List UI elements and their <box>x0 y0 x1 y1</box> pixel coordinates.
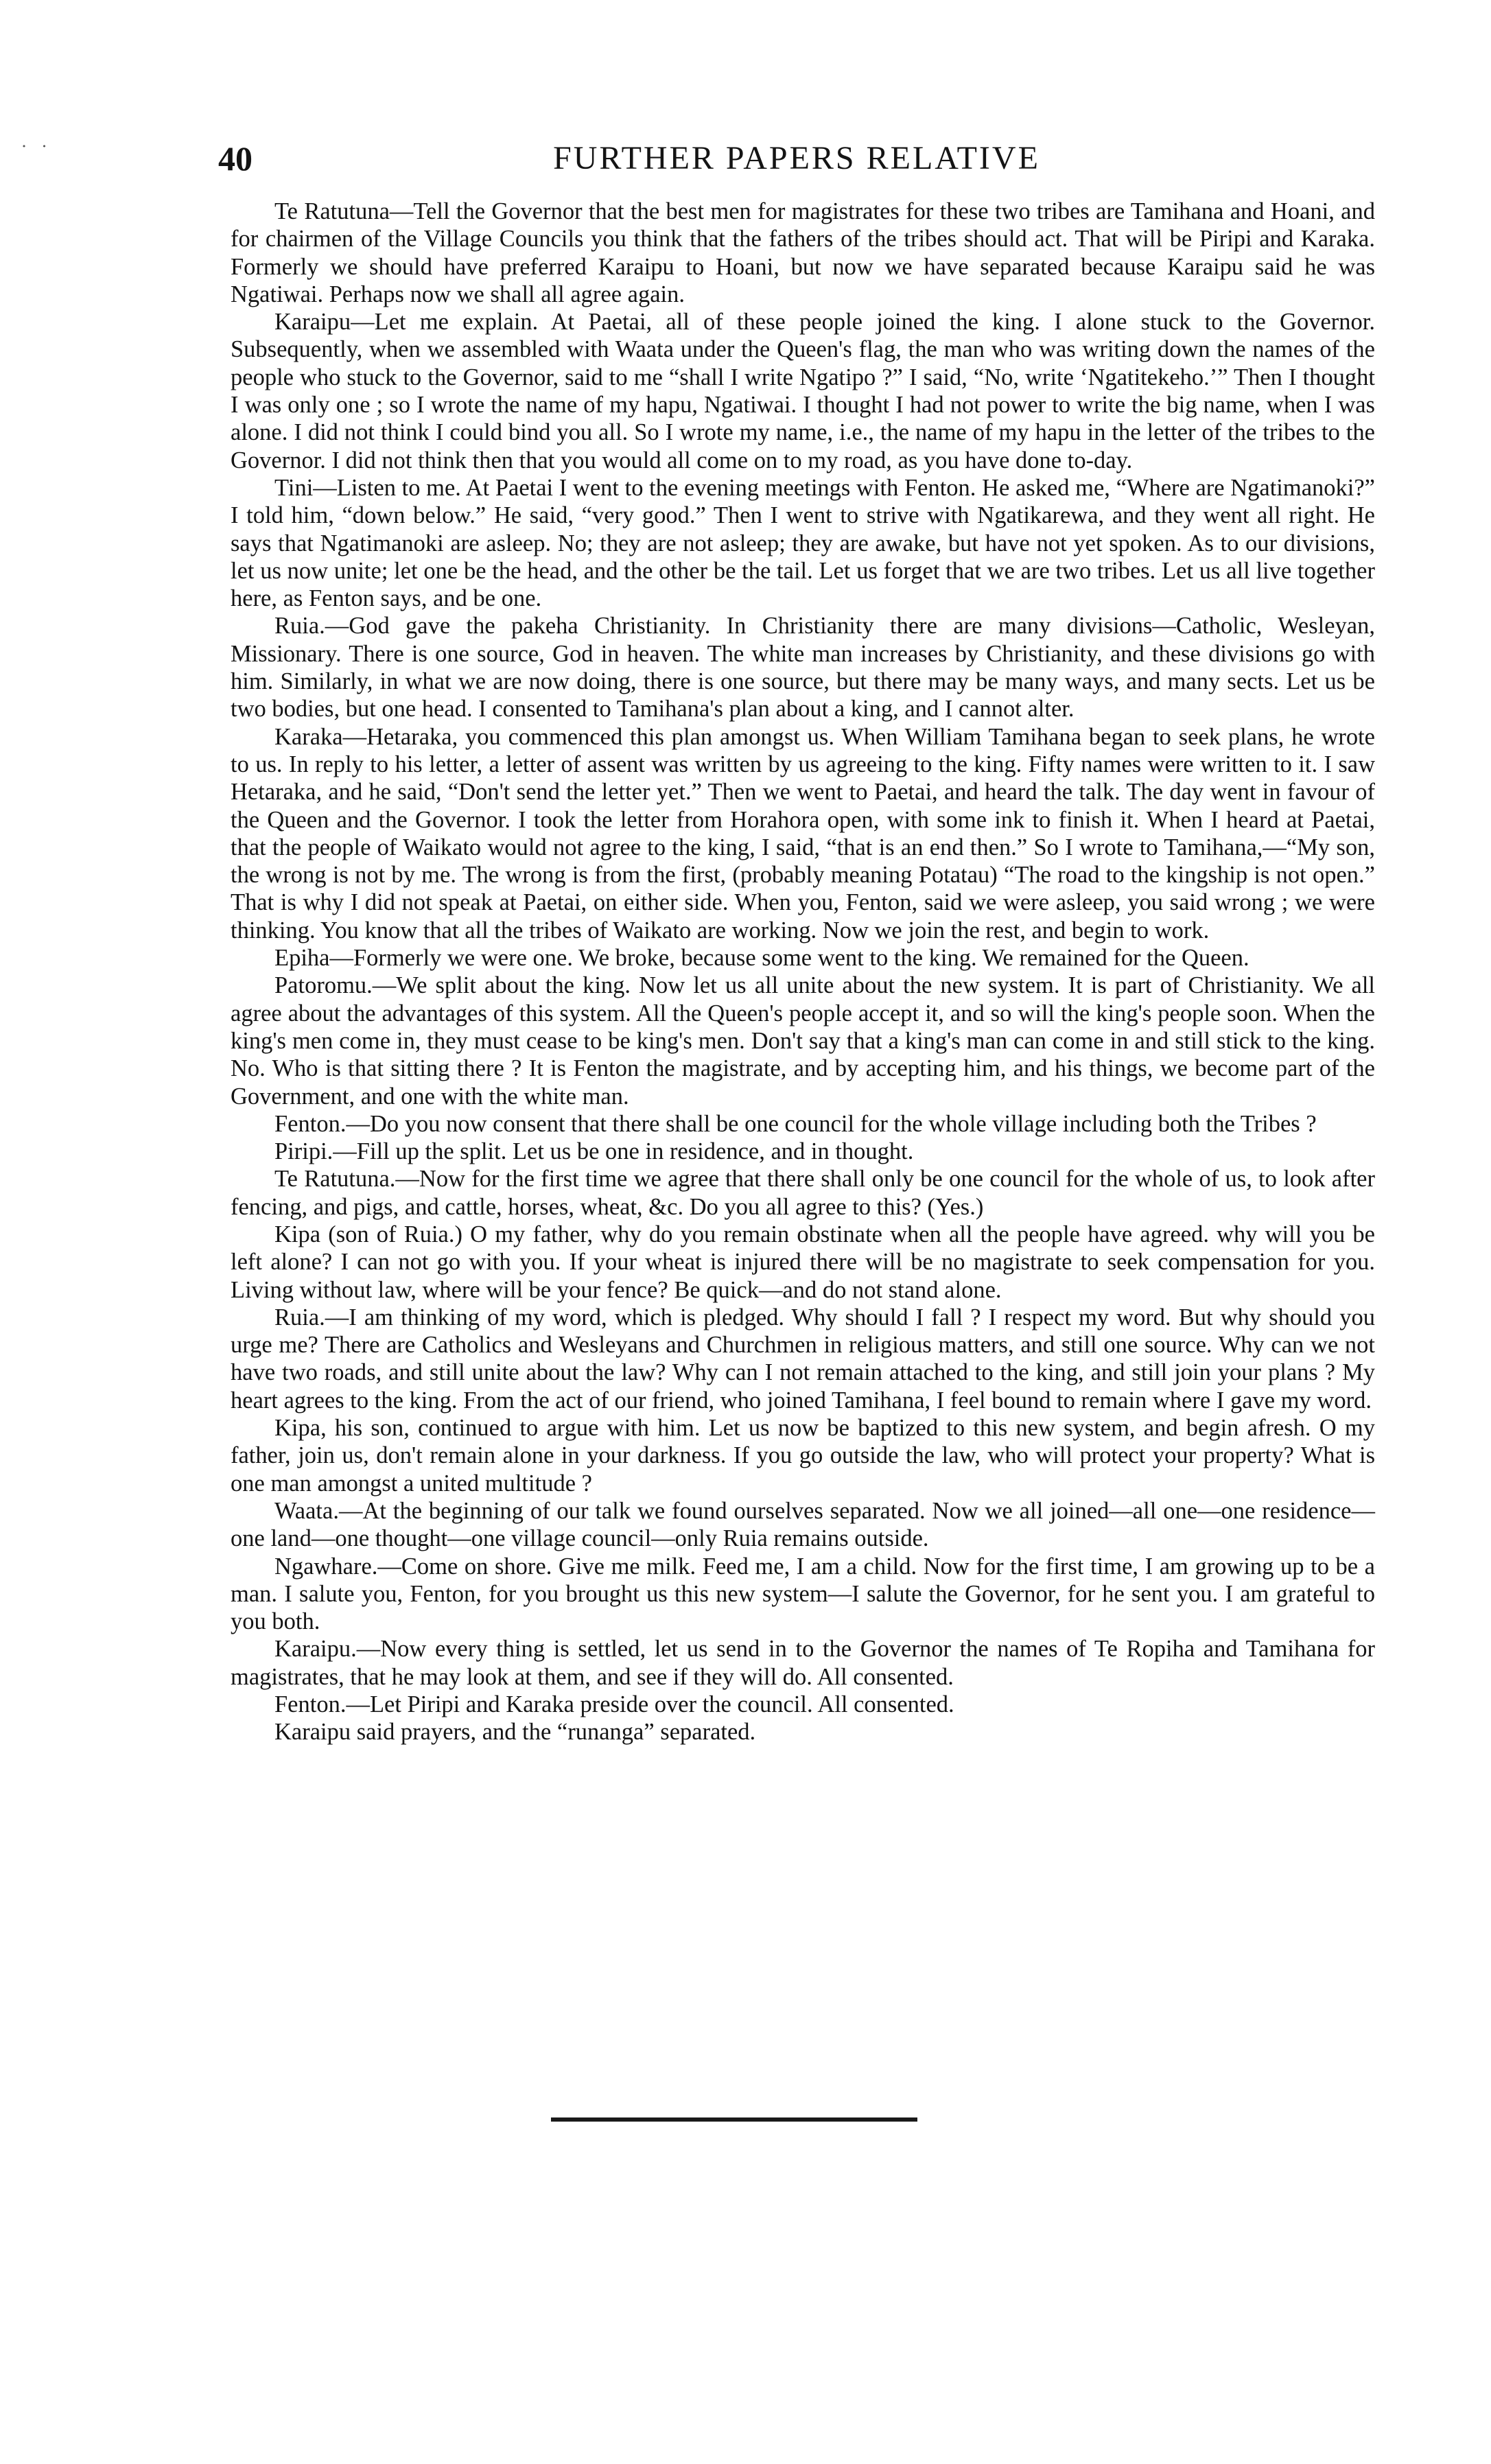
section-end-rule <box>551 2117 917 2122</box>
paragraph: Ruia.—God gave the pakeha Christianity. In Christianity there are many divisions—Catholic, Wesleyan, Missionary. There is one source, God in heaven. The white man increases by Christianity, and these divisions go with him. Similarly, in what we are now doing, there is one source, but there may be many ways, and many sects. Let us be two bodies, but one head. I consented to Tamihana's plan about a king, and I cannot alter. <box>231 613 1375 723</box>
paragraph: Ngawhare.—Come on shore. Give me milk. Feed me, I am a child. Now for the first time, I am growing up to be a man. I salute you, Fenton, for you brought us this new system—I salute the Governor, for he sent you. I am grateful to you both. <box>231 1553 1375 1635</box>
paragraph: Te Ratutuna.—Now for the first time we agree that there shall only be one council for the whole of us, to look after fencing, and pigs, and cattle, horses, wheat, &c. Do you all agree to this? (Yes.) <box>231 1166 1375 1220</box>
page-header <box>218 134 1375 183</box>
paragraph: Ruia.—I am thinking of my word, which is pledged. Why should I fall ? I respect my word. But why should you urge me? There are Catholics and Wesleyans and Churchmen in religious matters, and still one source. Why can we not have two roads, and still unite about the law? Why can I not remain attached to the king, and still join your plans ? My heart agrees to the king. From the act of our friend, who joined Tamihana, I feel bound to remain where I gave my word. <box>231 1304 1375 1413</box>
margin-mark: ˙ ˙ <box>21 141 52 163</box>
paragraph: Tini—Listen to me. At Paetai I went to the evening meetings with Fenton. He asked me, “Where are Ngatimanoki?” I told him, “down below.” He said, “very good.” Then I went to strive with Ngatikarewa, and they went all right. He says that Ngatimanoki are asleep. No; they are not asleep; they are awake, but have not yet spoken. As to our divisions, let us now unite; let one be the head, and the other be the tail. Let us forget that we are two tribes. Let us all live together here, as Fenton says, and be one. <box>231 474 1375 612</box>
running-title: FURTHER PAPERS RELATIVE <box>553 140 1040 176</box>
paragraph: Karaka—Hetaraka, you commenced this plan amongst us. When William Tamihana began to seek plans, he wrote to us. In reply to his letter, a letter of assent was written by us agreeing to the king. Fifty names were written to it. I saw Hetaraka, and he said, “Don't send the letter yet.” Then we went to Paetai, and heard the talk. The day went in favour of the Queen and the Governor. I took the letter from Horahora open, with some ink to finish it. When I heard at Paetai, that the people of Waikato would not agree to the king, I said, “that is an end then.” So I wrote to Tamihana,—“My son, the wrong is not by me. The wrong is from the first, (probably meaning Potatau) “The road to the kingship is not open.” That is why I did not speak at Paetai, on either side. When you, Fenton, said we were asleep, you said wrong ; we were thinking. You know that all the tribes of Waikato are working. Now we join the rest, and begin to work. <box>231 723 1375 943</box>
body-text <box>231 198 1375 1746</box>
paragraph: Kipa (son of Ruia.) O my father, why do you remain obstinate when all the people have agreed. why will you be left alone? I can not go with you. If your wheat is injured there will be no magistrate to seek compensation for you. Living without law, where will be your fence? Be quick—and do not stand alone. <box>231 1221 1375 1303</box>
paragraph: Te Ratutuna—Tell the Governor that the best men for magistrates for these two tribes are Tamihana and Hoani, and for chairmen of the Village Councils you think that the fathers of the tribes should act. That will be Piripi and Karaka. Formerly we should have preferred Karaipu to Hoani, but now we have separated because Karaipu said he was Ngatiwai. Perhaps now we shall all agree again. <box>231 198 1375 307</box>
paragraph: Patoromu.—We split about the king. Now let us all unite about the new system. It is part of Christianity. We all agree about the advantages of this system. All the Queen's people accept it, and so will the king's people soon. When the king's men come in, they must cease to be king's men. Don't say that a king's man can come in and still stick to the king. No. Who is that sitting there ? It is Fenton the magistrate, and by accepting him, and his things, we become part of the Government, and one with the white man. <box>231 972 1375 1110</box>
paragraph: Fenton.—Do you now consent that there shall be one council for the whole village including both the Tribes ? <box>274 1110 1317 1137</box>
paragraph: Karaipu said prayers, and the “runanga” separated. <box>274 1719 756 1746</box>
paragraph: Piripi.—Fill up the split. Let us be one in residence, and in thought. <box>274 1138 914 1165</box>
page-number: 40 <box>218 139 253 178</box>
paragraph: Karaipu.—Now every thing is settled, let us send in to the Governor the names of Te Ropiha and Tamihana for magistrates, that he may look at them, and see if they will do. All consented. <box>231 1636 1375 1690</box>
paragraph: Waata.—At the beginning of our talk we found ourselves separated. Now we all joined—all one—one residence—one land—one thought—one village council—only Ruia remains outside. <box>231 1497 1375 1552</box>
paragraph: Kipa, his son, continued to argue with him. Let us now be baptized to this new system, and begin afresh. O my father, join us, don't remain alone in your darkness. If you go outside the law, who will protect your property? What is one man amongst a united multitude ? <box>231 1415 1375 1497</box>
paragraph: Karaipu—Let me explain. At Paetai, all of these people joined the king. I alone stuck to the Governor. Subsequently, when we assembled with Waata under the Queen's flag, the man who was writing down the names of the people who stuck to the Governor, said to me “shall I write Ngatipo ?” I said, “No, write ‘Ngatitekeho.’” Then I thought I was only one ; so I wrote the name of my hapu, Ngatiwai. I thought I had not power to write the big name, when I was alone. I did not think I could bind you all. So I wrote my name, i.e., the name of my hapu in the letter of the tribes to the Governor. I did not think then that you would all come on to my road, as you have done to-day. <box>231 309 1375 473</box>
paragraph: Fenton.—Let Piripi and Karaka preside over the council. All consented. <box>274 1691 954 1718</box>
paragraph: Epiha—Formerly we were one. We broke, because some went to the king. We remained for the Queen. <box>274 945 1249 972</box>
